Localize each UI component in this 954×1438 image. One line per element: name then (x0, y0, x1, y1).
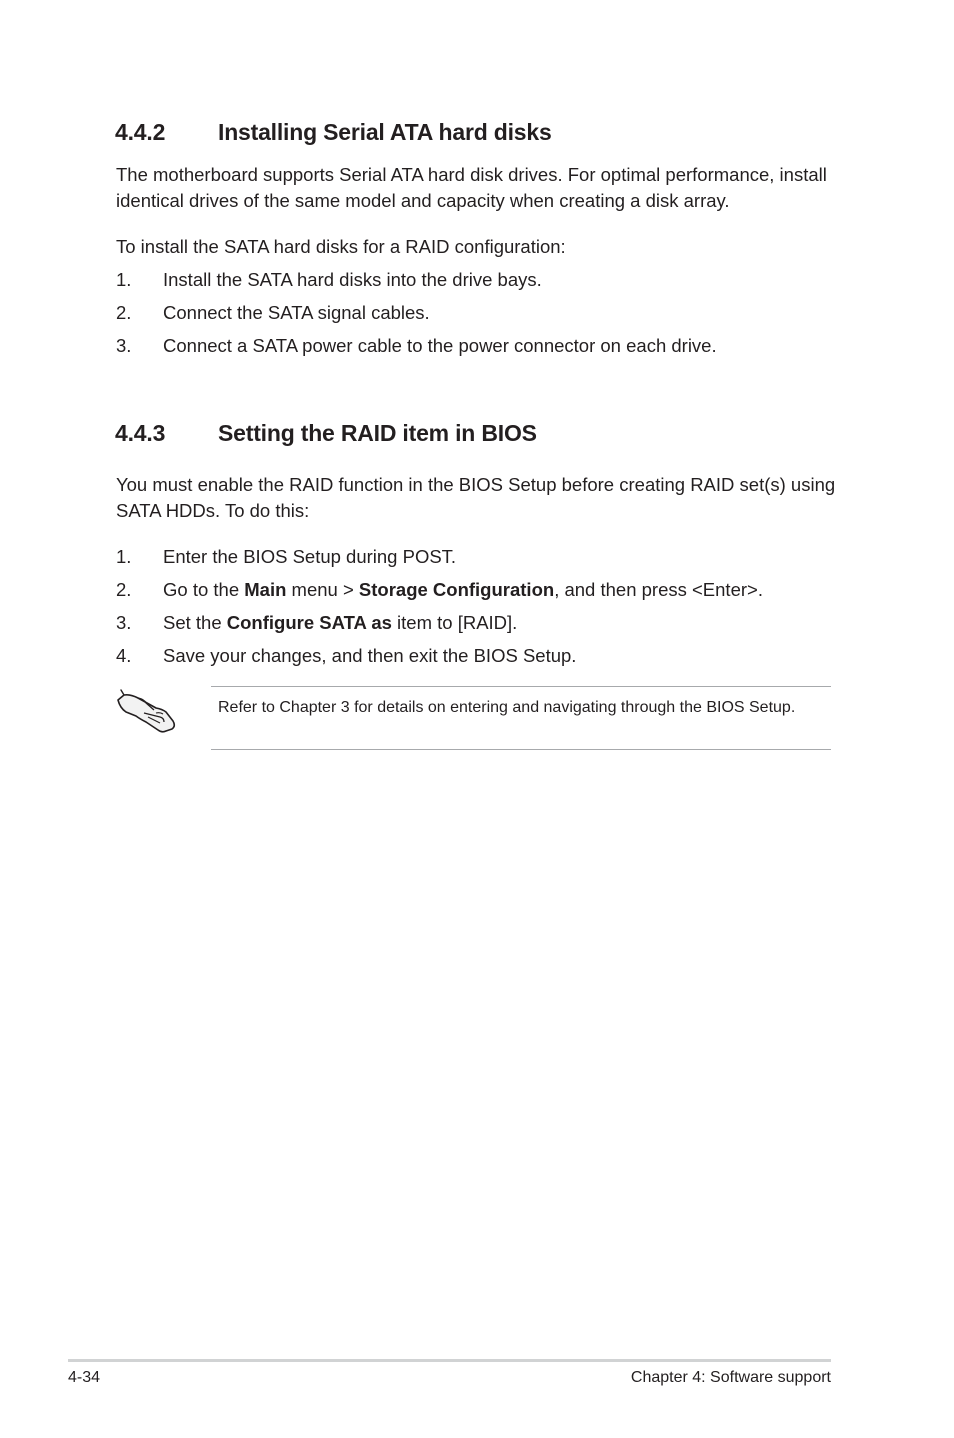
section-intro-paragraph: The motherboard supports Serial ATA hard disk drives. For optimal performance, install identical drives of the same model and capacity when creating a disk array. (116, 164, 827, 211)
menu-name-bold: Main (244, 579, 287, 600)
pointing-hand-icon (116, 686, 178, 734)
list-text: item to [RAID]. (391, 612, 518, 633)
list-number: 4. (116, 645, 132, 666)
list-text: Set the (163, 612, 227, 633)
section-lead-paragraph: To install the SATA hard disks for a RAID configuration: (116, 236, 566, 257)
list-item (116, 333, 846, 359)
list-item (116, 610, 846, 636)
list-text: Connect a SATA power cable to the power connector on each drive. (163, 335, 717, 356)
section-title: Setting the RAID item in BIOS (218, 420, 537, 446)
section-number: 4.4.2 (115, 119, 166, 145)
section-title: Installing Serial ATA hard disks (218, 119, 552, 145)
section-heading-4-4-3 (115, 420, 537, 447)
list-text: Save your changes, and then exit the BIOS Setup. (163, 645, 577, 666)
list-text: Go to the (163, 579, 245, 600)
list-number: 3. (116, 335, 132, 356)
list-text: Install the SATA hard disks into the drive bays. (163, 269, 542, 290)
section-intro-paragraph: You must enable the RAID function in the BIOS Setup before creating RAID set(s) using SATA HDDs. To do this: (116, 474, 836, 521)
list-number: 2. (116, 579, 132, 600)
list-item (116, 267, 846, 293)
list-item (116, 544, 846, 570)
chapter-label: Chapter 4: Software support (630, 1369, 831, 1386)
footer-rule (68, 1359, 831, 1362)
list-number: 1. (116, 269, 132, 290)
list-number: 2. (116, 302, 132, 323)
item-name-bold: Configure SATA as (226, 612, 392, 633)
list-text: menu > (286, 579, 359, 600)
section-number: 4.4.3 (115, 420, 166, 446)
note-text: Refer to Chapter 3 for details on entering and navigating through the BIOS Setup. (218, 699, 796, 716)
list-text: , and then press <Enter>. (554, 579, 763, 600)
submenu-name-bold: Storage Configuration (358, 579, 555, 600)
list-number: 3. (116, 612, 132, 633)
list-text: Connect the SATA signal cables. (163, 302, 430, 323)
note-box (211, 686, 831, 750)
list-item (116, 300, 846, 326)
list-text: Enter the BIOS Setup during POST. (163, 546, 457, 567)
list-item (116, 643, 846, 669)
list-item (116, 577, 846, 603)
section-heading-4-4-2 (115, 119, 552, 146)
list-number: 1. (116, 546, 132, 567)
page-number: 4-34 (68, 1369, 101, 1386)
